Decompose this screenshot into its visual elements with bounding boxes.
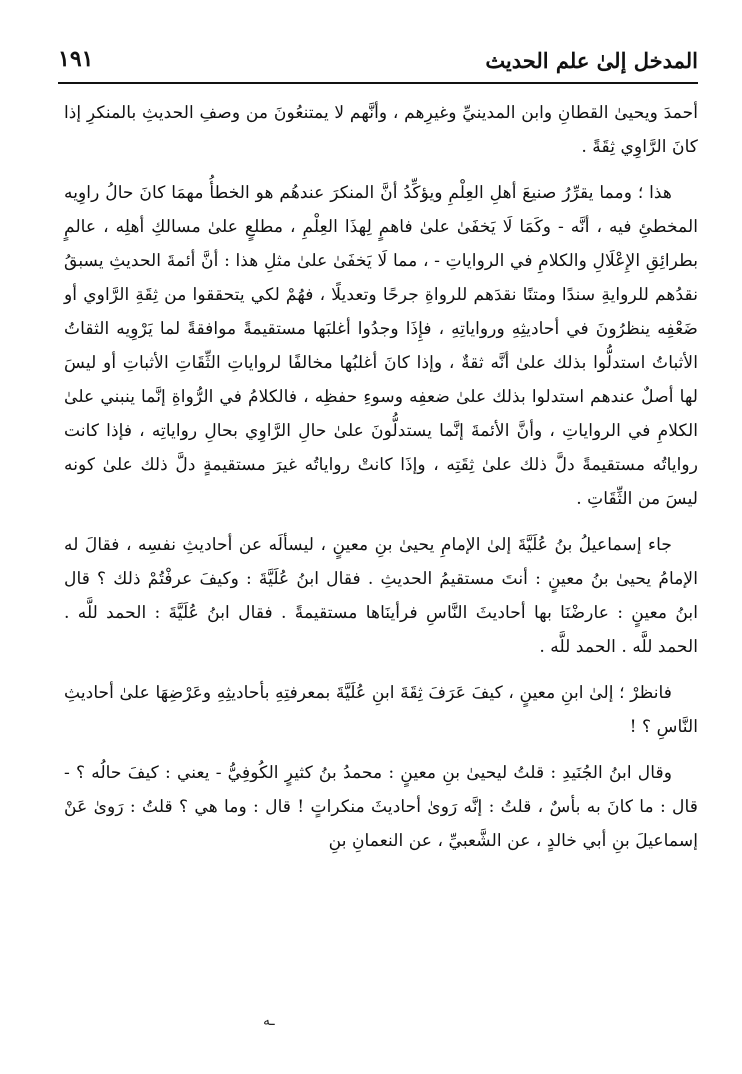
page-header <box>58 38 698 82</box>
header-divider <box>58 82 698 84</box>
paragraph-1: أحمدَ ويحيىٰ القطانِ وابن المدينيِّ وغيرِهم ، وأنَّهم لا يمتنعُونَ من وصفِ الحديثِ بالمنكرِ إذا كانَ الرَّاوِي ثِقَةً . <box>64 103 698 157</box>
main-text <box>64 96 698 870</box>
paragraph-5: وقال ابنُ الجُنَيدِ : قلتُ ليحيىٰ بنِ معينٍ : محمدُ بنُ كثيرٍ الكُوفِيُّ - يعني : كيفَ حالُه ؟ - قال : ما كانَ به بأسٌ ، قلتُ : إنَّه رَوىٰ أحاديثَ منكراتٍ ! قال : وما هي ؟ قلتُ : رَوىٰ عَنْ إسماعيلَ بنِ أبي خالدٍ ، عن الشَّعبيِّ ، عن النعمانِ بنِ <box>64 763 698 851</box>
paragraph-2: هذا ؛ ومما يقرِّرُ صنيعَ أهلِ العِلْمِ ويؤكِّدُ أنَّ المنكرَ عندهُم هو الخطأُ مهمَا كانَ حالُ راوِيه المخطئِ فيه ، أنَّه - وكَمَا لَا يَخفَىٰ علىٰ فاهمٍ لِهذَا العِلْمِ ، مطلعٍ علىٰ مسالكِ أهلِه ، عالمٍ بطرائِقِ الإِعْلَالِ والكلامِ في الرواياتِ - ، مما لَا يَخفَىٰ علىٰ مثلِ هذا : أنَّ أئمةَ الحديثِ يسبقُ نقدُهم للروايةِ سندًا ومتنًا نقدَهم للرواةِ جرحًا وتعديلًا ، فهُمْ لكي يتحققوا من ثِقَةِ الرَّاوي أو ضَعْفِه ينظرُونَ في أحاديثِهِ ورواياتِهِ ، فإِذَا وجدُوا أغلبَها مستقيمةً موافقةً لما يَرْوِيه الثقاتُ الأثباتُ استدلُّوا بذلك علىٰ أنَّه ثقةٌ ، وإذا كانَ أغلبُها مخالفًا لرواياتِ الثِّقَاتِ الأثباتِ أو ليسَ لها أصلٌ عندهم استدلوا بذلك علىٰ ضعفِه وسوءِ حفظِه ، فالكلامُ في الرُّواةِ إنَّما ينبني علىٰ الكلامِ في الرواياتِ ، وأنَّ الأئمةَ إنَّما يستدلُّونَ علىٰ حالِ الرَّاوِي بحالِ رواياتِه ، فإذا كانت رواياتُه مستقيمةً دلَّ ذلك علىٰ ثِقَتِه ، وإذَا كانتْ رواياتُه غيرَ مستقيمةٍ دلَّ ذلك علىٰ كونه ليسَ من الثِّقَاتِ . <box>64 183 698 509</box>
paragraph-3: جاء إسماعيلُ بنُ عُلَيَّةَ إلىٰ الإمامِ يحيىٰ بنِ معينٍ ، ليسألَه عن أحاديثِ نفسِه ، فقالَ له الإمامُ يحيىٰ بنُ معينٍ : أنتَ مستقيمُ الحديثِ . فقال ابنُ عُلَيَّةَ : وكيفَ عرفْتُمْ ذلك ؟ قال ابنُ معينٍ : عارضْنَا بها أحاديثَ النَّاسِ فرأينَاها مستقيمةً . فقال ابنُ عُلَيَّةَ : الحمد للَّه . الحمد للَّه . الحمد للَّه . <box>64 535 698 657</box>
page-number: ١٩١ <box>58 46 94 72</box>
running-title: المدخل إلىٰ علم الحديث <box>485 48 698 73</box>
footer-mark: ـه <box>263 1013 275 1029</box>
paragraph-4: فانظرْ ؛ إلىٰ ابنِ معينٍ ، كيفَ عَرَفَ ثِقَةَ ابنِ عُلَيَّةَ بمعرفتِهِ بأحاديثِهِ وعَرْضِهَا علىٰ أحاديثِ النَّاسِ ؟ ! <box>64 683 698 737</box>
